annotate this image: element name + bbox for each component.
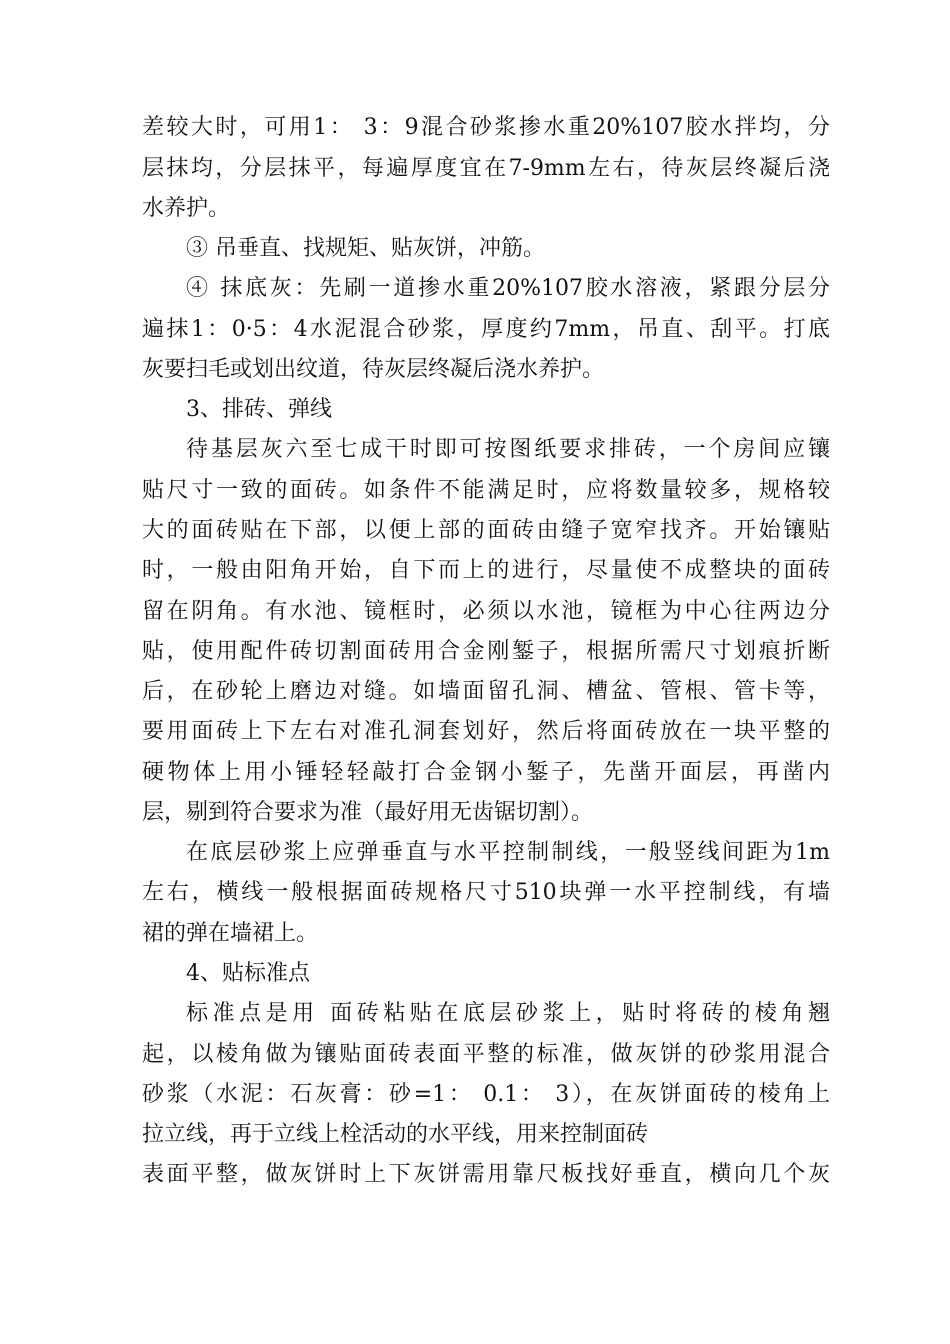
section-heading-3: 3、排砖、弹线 xyxy=(186,397,332,422)
list-item-3: ③ 吊垂直、找规矩、贴灰饼，冲筋。 xyxy=(186,236,545,261)
text-line: 留在阴角。有水池、镜框时，必须以水池，镜框为中心往两边分 xyxy=(142,599,830,624)
text-line: 标准点是用 面砖粘贴在底层砂浆上，贴时将砖的棱角翘 xyxy=(186,1001,830,1026)
text-line: 后，在砂轮上磨边对缝。如墙面留孔洞、槽盆、管根、管卡等， xyxy=(142,679,830,704)
text-line: 层，剔到符合要求为准（最好用无齿锯切割）。 xyxy=(142,800,594,825)
text-line: 层抹均，分层抹平，每遍厚度宜在7-9mm左右，待灰层终凝后浇 xyxy=(142,156,830,181)
text-line: 贴尺寸一致的面砖。如条件不能满足时，应将数量较多，规格较 xyxy=(142,478,830,503)
list-item-4: ④ 抹底灰：先刷一道掺水重20%107胶水溶液，紧跟分层分 xyxy=(186,276,830,301)
text-line: 裙的弹在墙裙上。 xyxy=(142,921,319,946)
text-line: 水养护。 xyxy=(142,196,231,221)
text-line: 在底层砂浆上应弹垂直与水平控制制线，一般竖线间距为1m xyxy=(186,840,830,865)
text-line: 要用面砖上下左右对准孔洞套划好，然后将面砖放在一块平整的 xyxy=(142,719,830,744)
text-line: 砂浆（水泥：石灰膏：砂=1： 0.1： 3），在灰饼面砖的棱角上 xyxy=(142,1082,830,1107)
text-line: 时，一般由阳角开始，自下而上的进行，尽量使不成整块的面砖 xyxy=(142,558,830,583)
text-line: 表面平整，做灰饼时上下灰饼需用靠尺板找好垂直，横向几个灰 xyxy=(142,1162,830,1187)
text-line: 灰要扫毛或划出纹道，待灰层终凝后浇水养护。 xyxy=(142,357,605,382)
text-line: 待基层灰六至七成干时即可按图纸要求排砖，一个房间应镶 xyxy=(186,437,830,462)
text-line: 硬物体上用小锤轻轻敲打合金钢小錾子，先凿开面层，再凿内 xyxy=(142,760,830,785)
section-heading-4: 4、贴标准点 xyxy=(186,961,310,986)
text-line: 左右，横线一般根据面砖规格尺寸510块弹一水平控制线，有墙 xyxy=(142,880,830,905)
text-line: 拉立线，再于立线上栓活动的水平线，用来控制面砖 xyxy=(142,1122,649,1147)
text-line: 差较大时，可用1： 3：9混合砂浆掺水重20%107胶水拌均，分 xyxy=(142,115,830,140)
text-line: 起，以棱角做为镶贴面砖表面平整的标准，做灰饼的砂浆用混合 xyxy=(142,1042,830,1067)
text-line: 大的面砖贴在下部，以便上部的面砖由缝子宽窄找齐。开始镶贴 xyxy=(142,518,830,543)
text-line: 遍抹1：0·5：4水泥混合砂浆，厚度约7mm，吊直、刮平。打底 xyxy=(142,317,830,342)
text-line: 贴，使用配件砖切割面砖用合金刚錾子，根据所需尺寸划痕折断 xyxy=(142,639,830,664)
